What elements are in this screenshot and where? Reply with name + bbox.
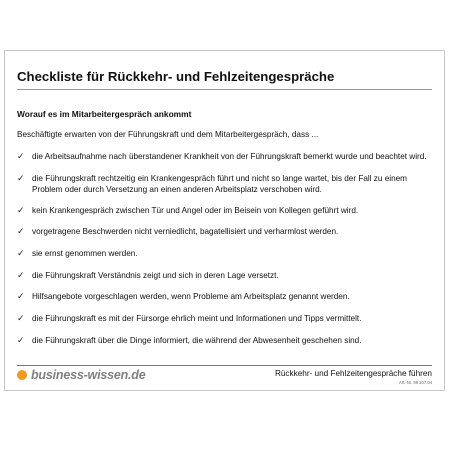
checkmark-icon: ✓ — [17, 248, 25, 259]
checklist-item-text: die Arbeitsaufnahme nach überstandener Krankheit von der Führungskraft bemerkt wurde und beachtet wird. — [32, 152, 427, 161]
checklist-item-text: sie ernst genommen werden. — [32, 249, 138, 259]
checkmark-icon: ✓ — [17, 151, 25, 161]
title-divider — [17, 89, 432, 90]
checkmark-icon: ✓ — [17, 204, 25, 215]
checklist-item — [17, 248, 432, 259]
footer-document-title: Rückkehr- und Fehlzeitengespräche führen — [274, 369, 432, 378]
checklist-item — [17, 173, 432, 195]
checklist-item-text: kein Krankengespräch zwischen Tür und Angel oder im Beisein von Kollegen geführt wird. — [32, 205, 359, 215]
checklist-item-text: die Führungskraft Verständnis zeigt und sich in deren Lage versetzt. — [32, 270, 279, 280]
logo-dot-icon — [17, 370, 27, 380]
checklist-item — [17, 270, 432, 281]
checklist-item — [17, 335, 432, 346]
checklist-item-text: die Führungskraft es mit der Fürsorge ehrlich meint und Informationen und Tipps vermittelt. — [32, 314, 362, 324]
checklist — [17, 151, 432, 357]
business-wissen-logo — [17, 366, 146, 384]
checklist-item-text: Hilfsangebote vorgeschlagen werden, wenn Probleme am Arbeitsplatz genannt werden. — [32, 292, 350, 302]
checkmark-icon: ✓ — [17, 269, 25, 280]
checklist-item-text: die Führungskraft rechtzeitig ein Krankengespräch führt und nicht so lange wartet, bis der Fall zu einem Problem oder durch Versetzung an einen anderen Arbeitsplatz verschoben wird. — [32, 173, 408, 194]
page-title: Checkliste für Rückkehr- und Fehlzeitengespräche — [17, 69, 335, 84]
checkmark-icon: ✓ — [17, 226, 25, 237]
checkmark-icon: ✓ — [17, 313, 25, 324]
intro-text: Beschäftigte erwarten von der Führungskraft und dem Mitarbeitergespräch, dass ... — [17, 130, 319, 139]
checkmark-icon: ✓ — [17, 172, 25, 183]
checkmark-icon: ✓ — [17, 334, 25, 345]
checklist-item — [17, 226, 432, 237]
checklist-item — [17, 313, 432, 324]
checklist-item — [17, 291, 432, 302]
checkmark-icon: ✓ — [17, 291, 25, 302]
checklist-item-text: die Führungskraft über die Dinge informiert, die während der Abwesenheit geschehen sind. — [32, 335, 362, 345]
checklist-item — [17, 151, 432, 162]
section-subheading: Worauf es im Mitarbeitergespräch ankommt — [17, 109, 192, 119]
article-number: Art.-Nr. 99 107.04 — [398, 380, 432, 385]
logo-text: business-wissen.de — [31, 368, 146, 382]
checklist-item — [17, 205, 432, 216]
checklist-item-text: vorgetragene Beschwerden nicht verniedlicht, bagatellisiert und verharmlost werden. — [32, 227, 339, 237]
